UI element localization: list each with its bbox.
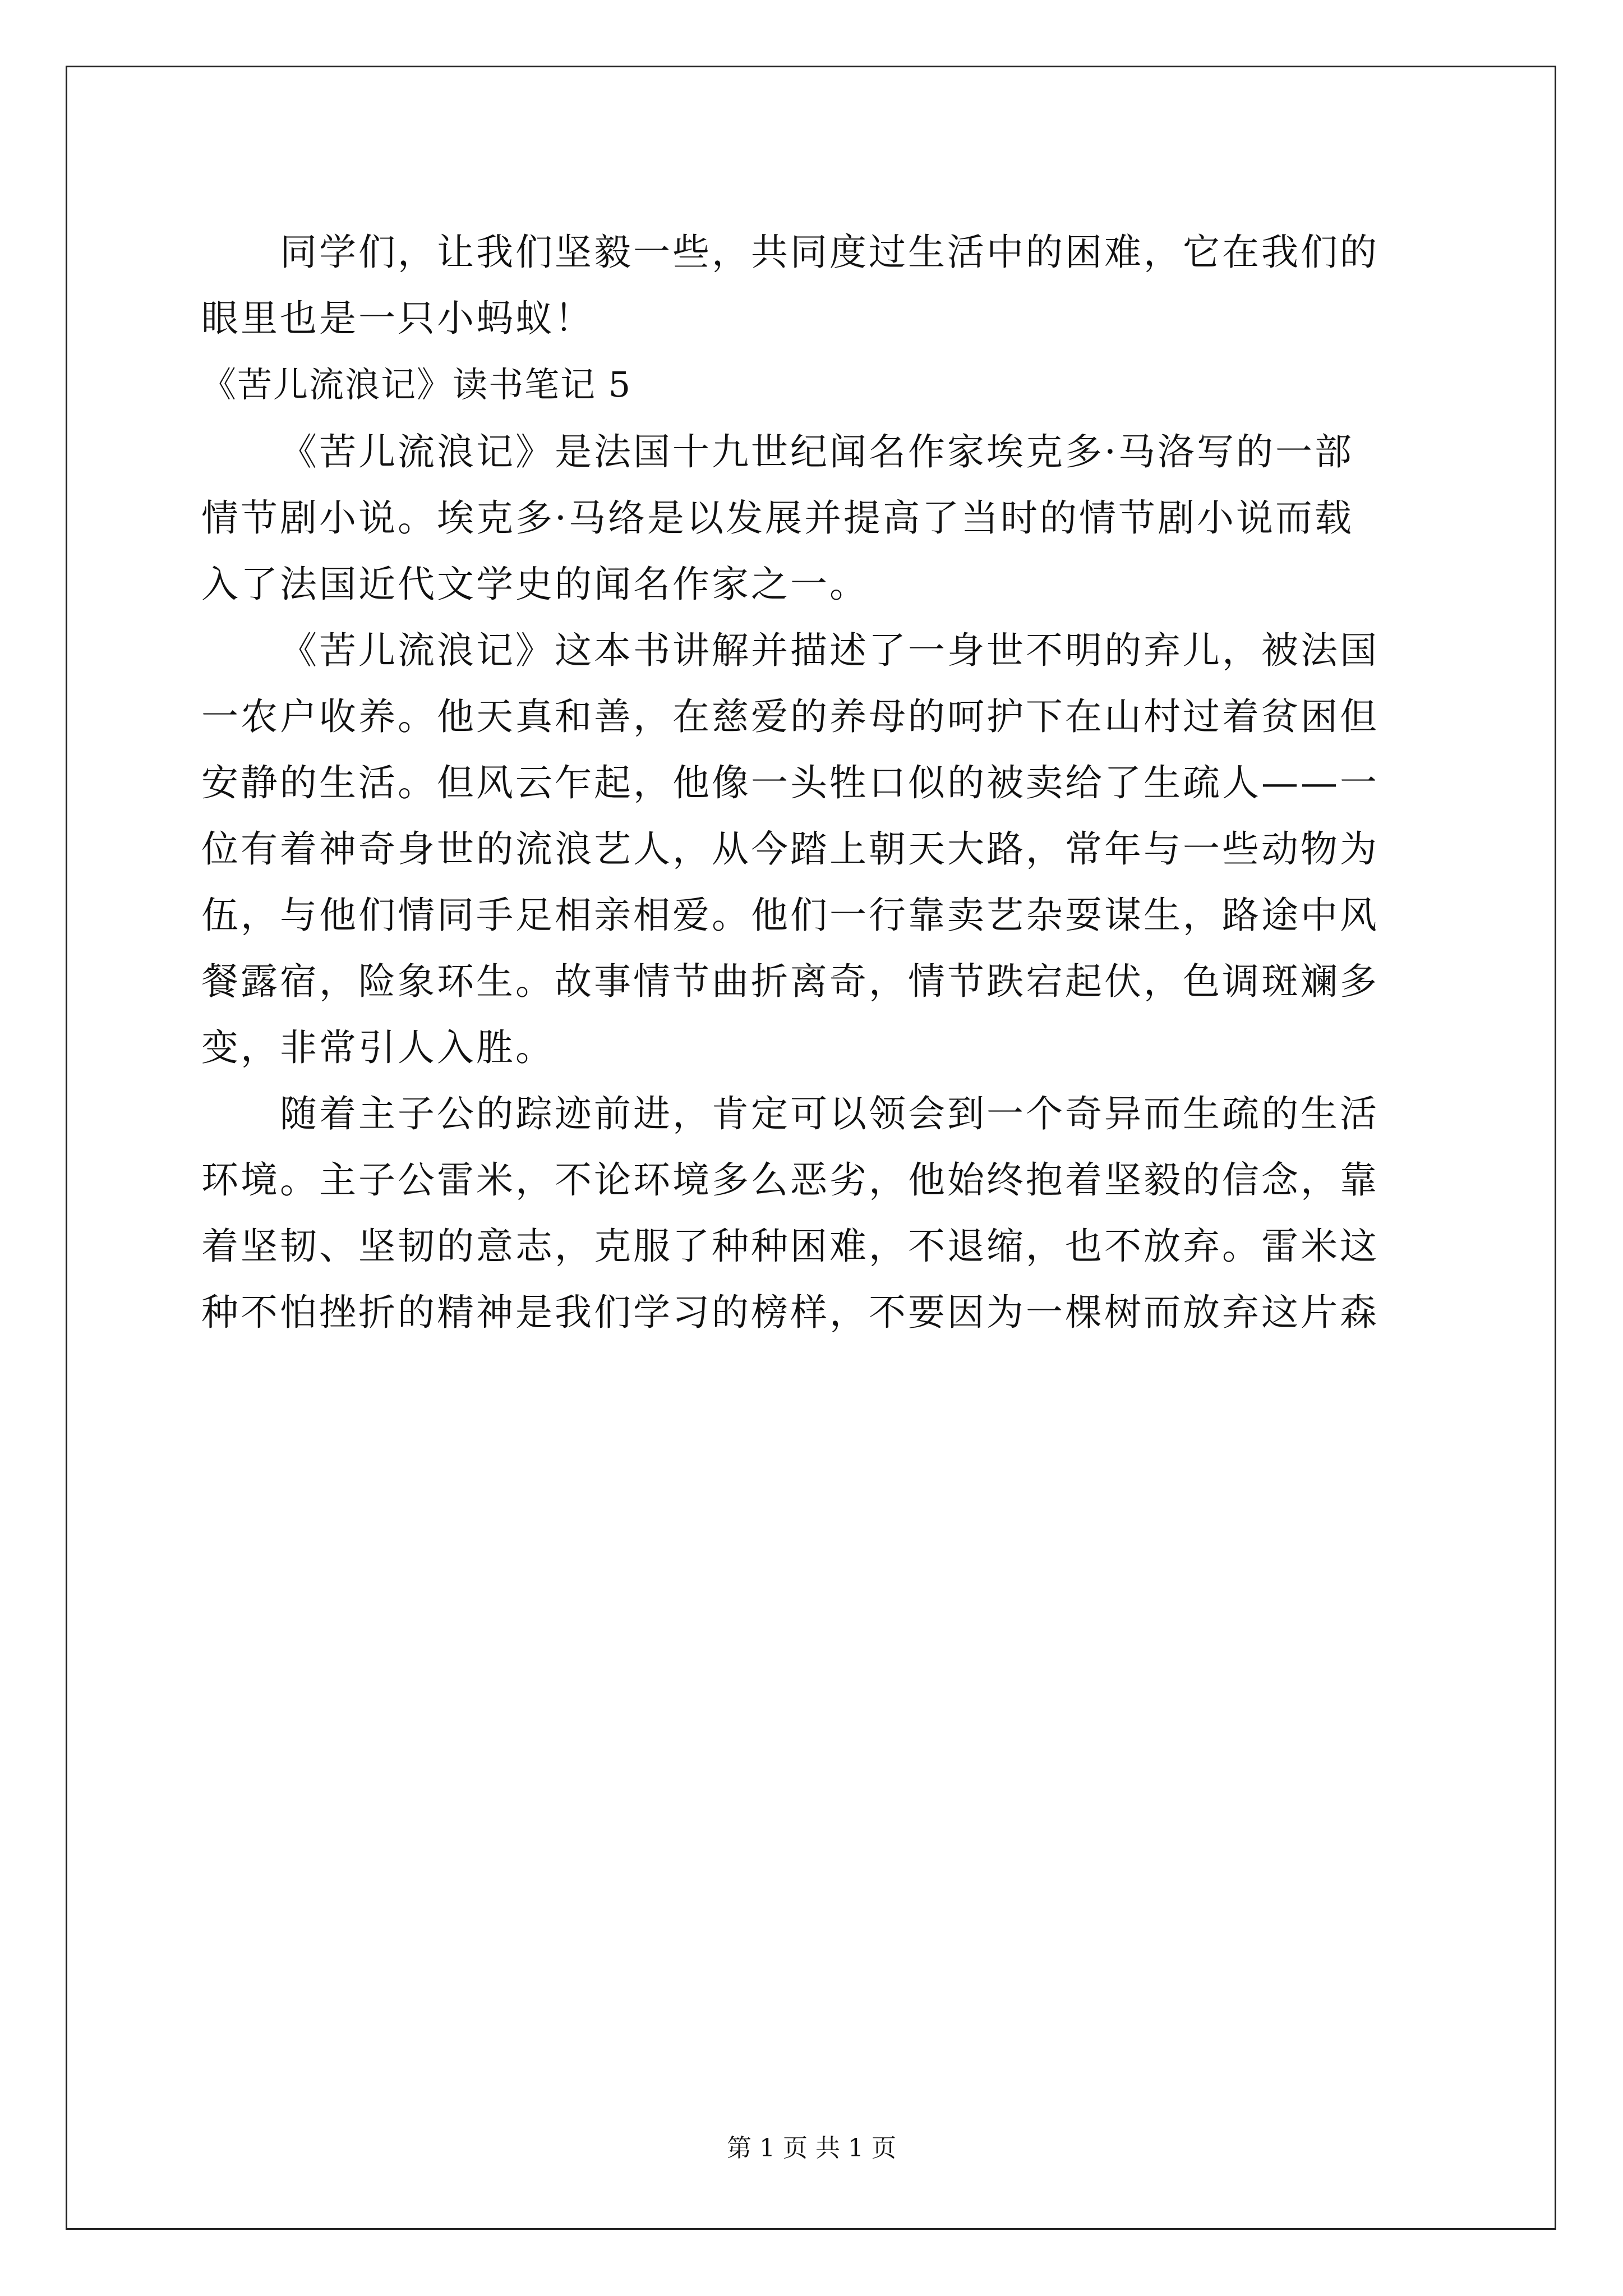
text-line: 随着主子公的踪迹前进，肯定可以领会到一个奇异而生疏的生活 xyxy=(280,1092,1379,1135)
text-line: 《苦儿流浪记》是法国十九世纪闻名作家埃克多·马洛写的一部 xyxy=(280,430,1354,473)
text-line: 情节剧小说。埃克多·马络是以发展并提高了当时的情节剧小说而载 xyxy=(201,496,1354,540)
text-line: 变，非常引人入胜。 xyxy=(201,1026,555,1069)
text-line: 一农户收养。他天真和善，在慈爱的养母的呵护下在山村过着贫困但 xyxy=(201,695,1379,738)
section-heading: 《苦儿流浪记》读书笔记 5 xyxy=(201,364,632,405)
text-line: 安静的生活。但风云乍起，他像一头牲口似的被卖给了生疏人——一 xyxy=(201,761,1379,804)
text-line: 位有着神奇身世的流浪艺人，从今踏上朝天大路，常年与一些动物为 xyxy=(201,827,1379,871)
text-line: 餐露宿，险象环生。故事情节曲折离奇，情节跌宕起伏，色调斑斓多 xyxy=(201,960,1379,1003)
text-line: 种不怕挫折的精神是我们学习的榜样，不要因为一棵树而放弃这片森 xyxy=(201,1291,1379,1334)
page-footer: 第 1 页 共 1 页 xyxy=(727,2134,896,2162)
text-line: 伍，与他们情同手足相亲相爱。他们一行靠卖艺杂耍谋生，路途中风 xyxy=(201,894,1379,937)
text-line: 《苦儿流浪记》这本书讲解并描述了一身世不明的弃儿，被法国 xyxy=(280,629,1379,672)
text-line: 环境。主子公雷米，不论环境多么恶劣，他始终抱着坚毅的信念，靠 xyxy=(201,1158,1379,1202)
text-line: 同学们，让我们坚毅一些，共同度过生活中的困难，它在我们的 xyxy=(280,231,1379,274)
text-line: 入了法国近代文学史的闻名作家之一。 xyxy=(201,563,869,606)
text-line: 着坚韧、坚韧的意志，克服了种种困难，不退缩，也不放弃。雷米这 xyxy=(201,1225,1379,1268)
text-line: 眼里也是一只小蚂蚁！ xyxy=(201,297,594,340)
